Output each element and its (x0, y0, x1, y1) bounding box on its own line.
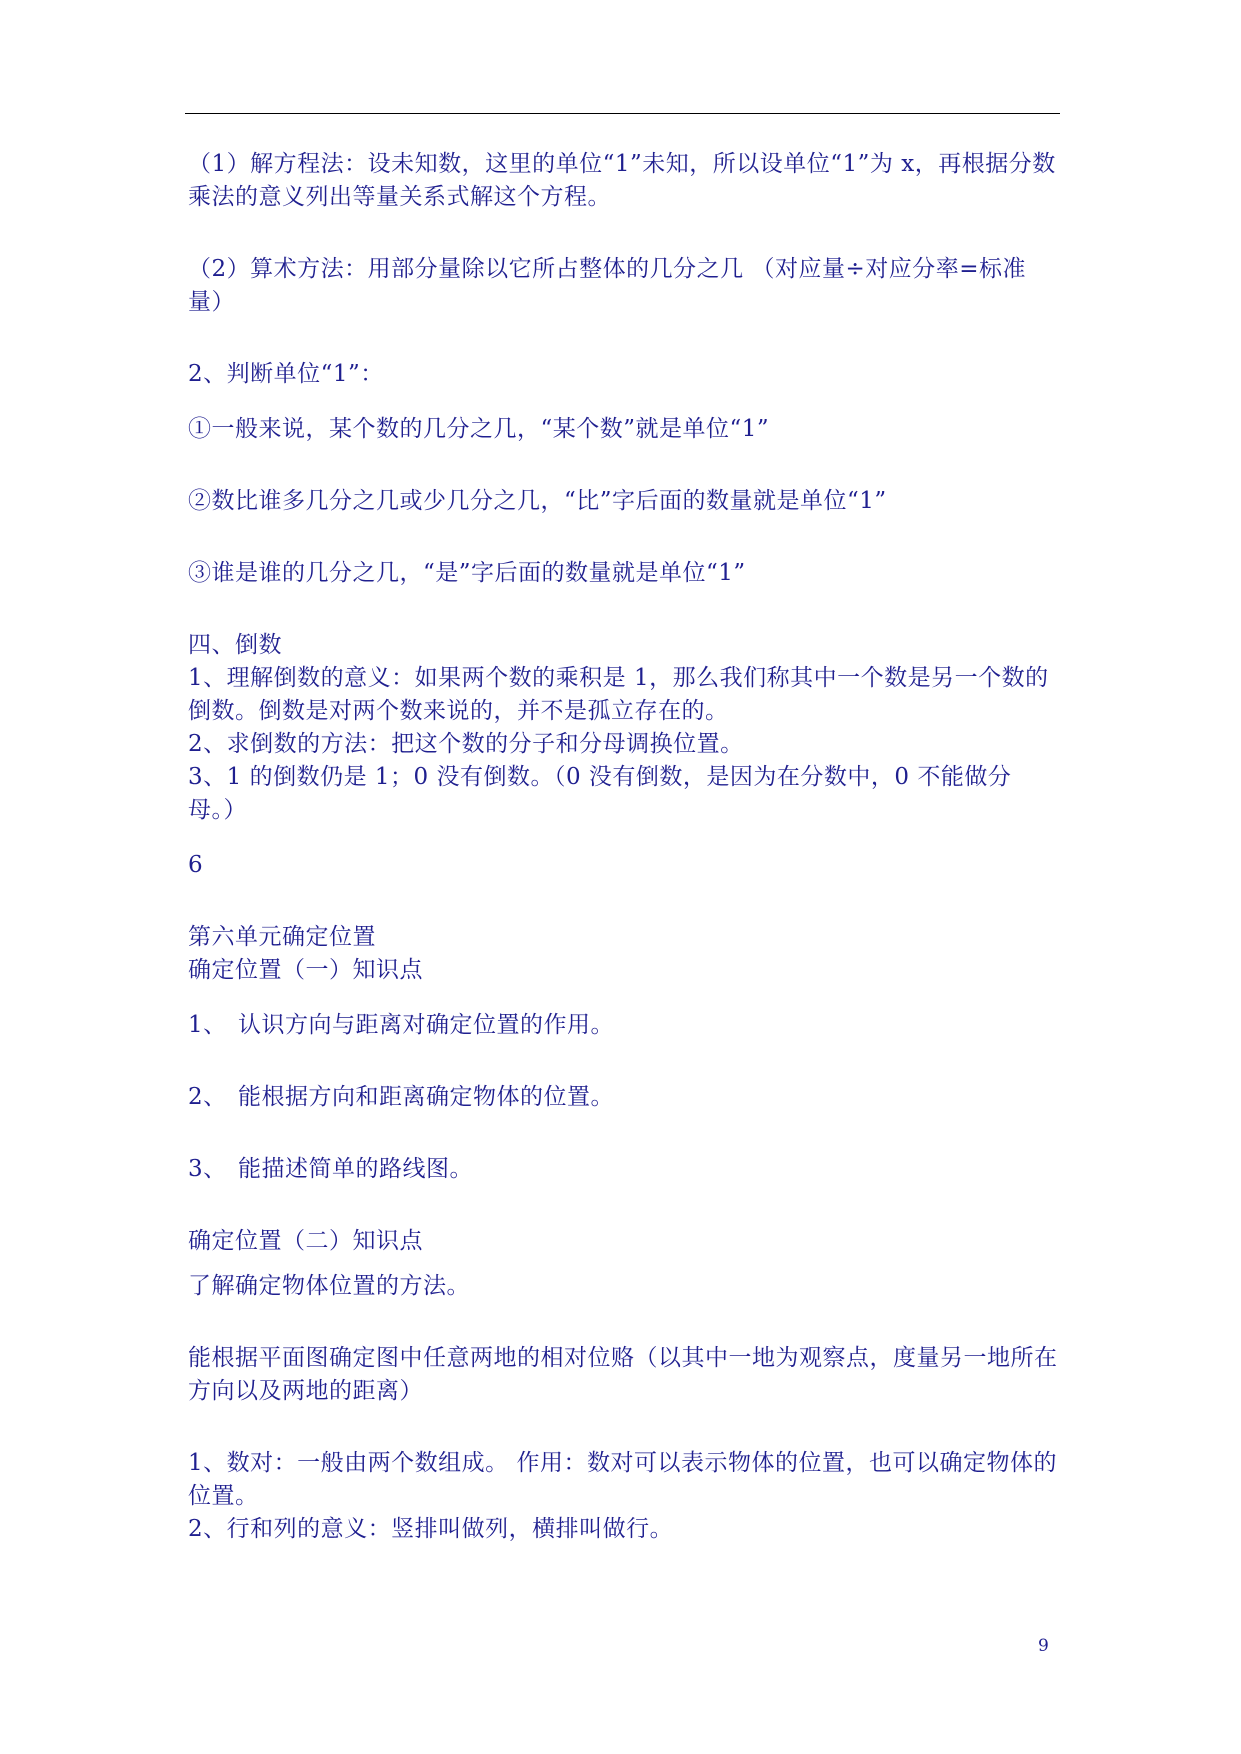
paragraph-number-pair: 1、数对：一般由两个数组成。 作用：数对可以表示物体的位置，也可以确定物体的位置。 (188, 1450, 1057, 1509)
section-heading-reciprocal: 四、倒数 (188, 632, 282, 658)
list-item-text: 认识方向与距离对确定位置的作用。 (238, 1012, 614, 1038)
list-item-number: 2、 (188, 1084, 227, 1110)
paragraph-unit-one-heading: 2、判断单位“1”： (188, 361, 384, 387)
paragraph-rule-3: ③谁是谁的几分之几，“是”字后面的数量就是单位“1” (188, 560, 746, 586)
list-item (188, 1009, 1058, 1042)
header-rule (185, 113, 1060, 114)
list-item (188, 1081, 1058, 1114)
list-item-number: 3、 (188, 1156, 227, 1182)
list-item-text: 能根据方向和距离确定物体的位置。 (238, 1084, 614, 1110)
paragraph-reciprocal-method: 2、求倒数的方法：把这个数的分子和分母调换位置。 (188, 731, 744, 757)
subheading-position-two: 确定位置（二）知识点 (188, 1228, 423, 1254)
paragraph-number-six: 6 (188, 852, 204, 878)
document-body (188, 148, 1058, 1546)
paragraph-position-method: 了解确定物体位置的方法。 (188, 1273, 470, 1299)
unit-heading-position: 第六单元确定位置 (188, 924, 376, 950)
subheading-position-one: 确定位置（一）知识点 (188, 957, 423, 983)
paragraph-equation-method: （1）解方程法：设未知数，这里的单位“1”未知，所以设单位“1”为 x，再根据分数乘法的意义列出等量关系式解这个方程。 (188, 151, 1056, 210)
list-item (188, 1153, 1058, 1186)
paragraph-rows-columns: 2、行和列的意义：竖排叫做列，横排叫做行。 (188, 1516, 674, 1542)
paragraph-relative-position: 能根据平面图确定图中任意两地的相对位赂（以其中一地为观察点，度量另一地所在方向以及两地的距离） (188, 1345, 1058, 1404)
list-item-text: 能描述简单的路线图。 (238, 1156, 473, 1182)
list-item-number: 1、 (188, 1012, 227, 1038)
page-number: 9 (1038, 1636, 1049, 1656)
paragraph-rule-1: ①一般来说，某个数的几分之几，“某个数”就是单位“1” (188, 416, 770, 442)
paragraph-reciprocal-zero: 3、1 的倒数仍是 1；0 没有倒数。（0 没有倒数，是因为在分数中，0 不能做分母。） (188, 764, 1012, 823)
paragraph-arithmetic-method: （2）算术方法：用部分量除以它所占整体的几分之几 （对应量÷对应分率=标准量） (188, 256, 1026, 315)
paragraph-rule-2: ②数比谁多几分之几或少几分之几，“比”字后面的数量就是单位“1” (188, 488, 887, 514)
paragraph-reciprocal-meaning: 1、理解倒数的意义：如果两个数的乘积是 1，那么我们称其中一个数是另一个数的倒数。倒数是对两个数来说的，并不是孤立存在的。 (188, 665, 1049, 724)
